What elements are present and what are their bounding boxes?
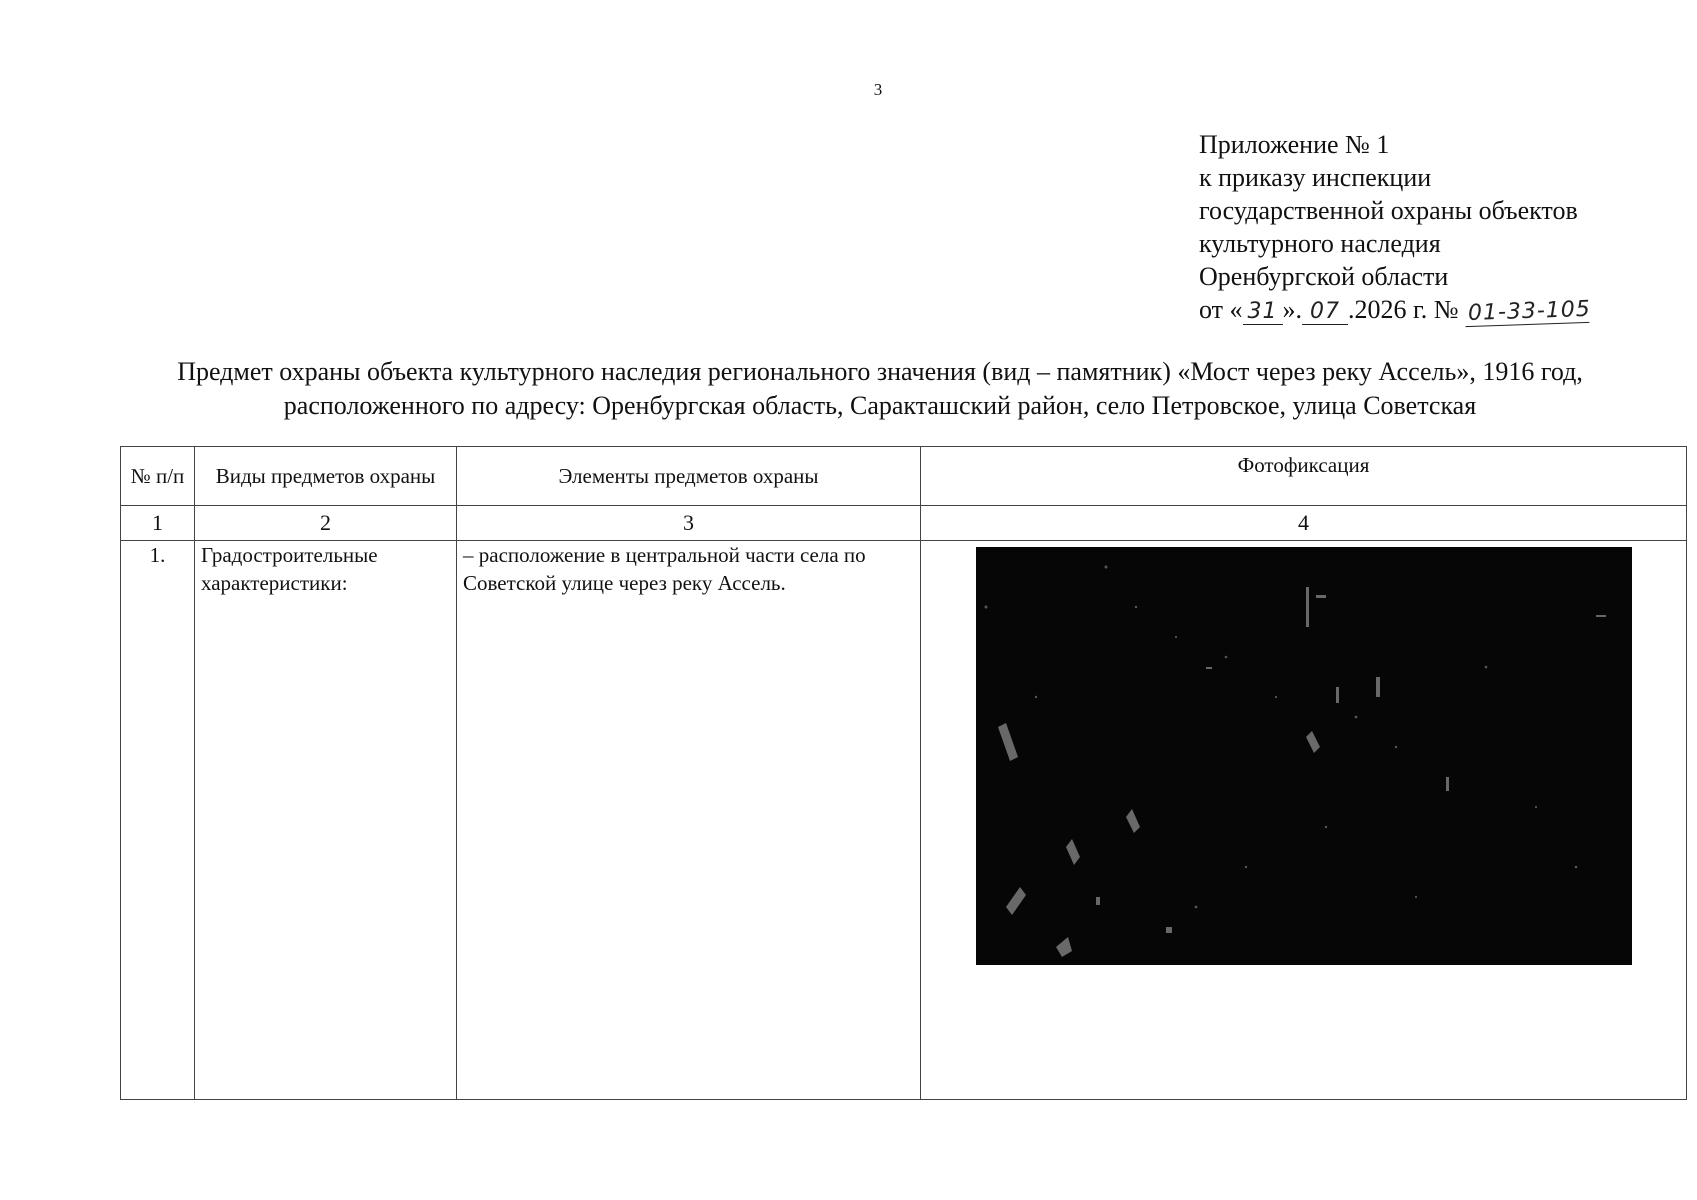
appendix-line: культурного наследия	[1199, 229, 1441, 258]
title-line: Предмет охраны объекта культурного наследия регионального значения (вид – памятник) «Мост через реку Ассель», 1916 год,	[177, 357, 1583, 386]
handwritten-month: 07	[1302, 300, 1348, 325]
header-protection-elements: Элементы предметов охраны	[457, 447, 921, 506]
handwritten-order-number: 01-33-105	[1465, 298, 1590, 327]
column-index: 1	[121, 506, 195, 541]
column-index: 3	[457, 506, 921, 541]
appendix-line: Приложение № 1	[1199, 130, 1390, 159]
column-index: 2	[195, 506, 457, 541]
dark-photo-image	[976, 547, 1632, 965]
appendix-line: Оренбургской области	[1199, 262, 1449, 291]
protection-type-cell: Градостроительные характеристики:	[195, 541, 457, 1100]
protection-elements-cell: – расположение в центральной части села по Советской улице через реку Ассель.	[457, 541, 921, 1100]
column-index-row	[121, 506, 1687, 541]
column-index: 4	[921, 506, 1687, 541]
date-prefix: от «	[1199, 295, 1243, 324]
appendix-line: государственной охраны объектов	[1199, 196, 1578, 225]
photo-cell	[921, 541, 1687, 1100]
title-line: расположенного по адресу: Оренбургская область, Саракташский район, село Петровское, улица Советская	[283, 391, 1477, 420]
year-suffix: .2026 г. №	[1348, 295, 1459, 324]
date-separator: ».	[1282, 295, 1303, 324]
appendix-header	[1199, 128, 1592, 327]
table-row	[121, 541, 1687, 1100]
appendix-date-line	[1199, 293, 1592, 327]
header-protection-types: Виды предметов охраны	[195, 447, 457, 506]
header-photo: Фотофиксация	[921, 447, 1687, 506]
document-title	[100, 355, 1660, 423]
handwritten-day: 31	[1243, 300, 1283, 325]
row-number: 1.	[121, 541, 195, 1100]
page-number: 3	[873, 80, 883, 99]
protection-subject-table	[120, 446, 1687, 1100]
header-number: № п/п	[121, 447, 195, 506]
table-header-row	[121, 447, 1687, 506]
appendix-line: к приказу инспекции	[1199, 163, 1432, 192]
